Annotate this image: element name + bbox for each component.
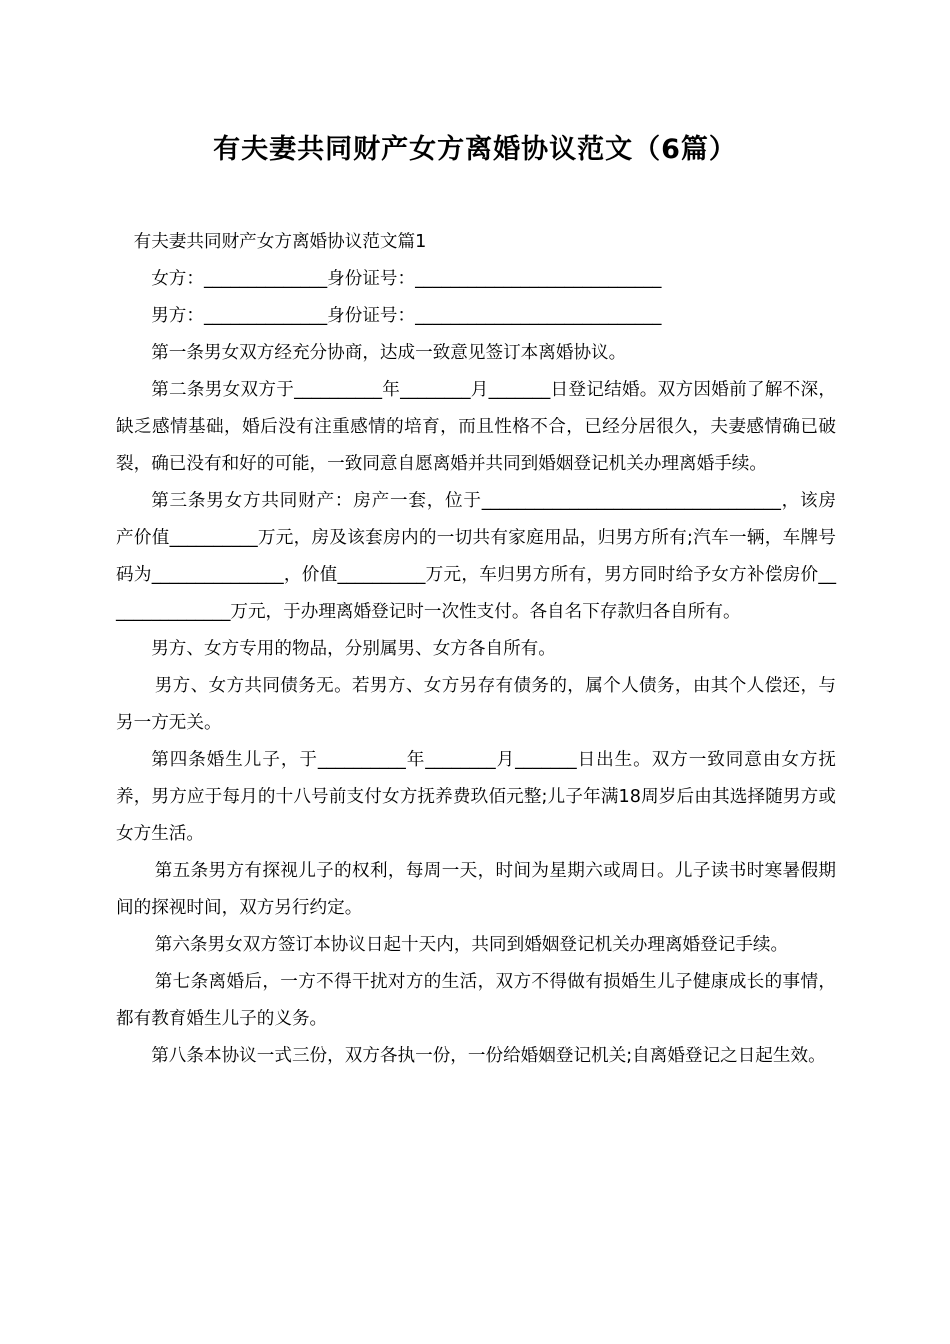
- debts-paragraph: 男方、女方共同债务无。若男方、女方另存有债务的，属个人债务，由其个人偿还，与另一方无关。: [116, 676, 836, 733]
- article-2: 第二条男女双方于__________年________月_______日登记结婚。双方因婚前了解不深，缺乏感情基础，婚后没有注重感情的培育，而且性格不合，已经分居很久，夫妻感情确已破裂，确已没有和好的可能，一致同意自愿离婚并共同到婚姻登记机关办理离婚手续。: [116, 380, 836, 474]
- article-5: 第五条男方有探视儿子的权利，每周一天，时间为星期六或周日。儿子读书时寒暑假期间的探视时间，双方另行约定。: [116, 861, 836, 918]
- article-7: 第七条离婚后，一方不得干扰对方的生活，双方不得做有损婚生儿子健康成长的事情，都有教育婚生儿子的义务。: [116, 972, 836, 1029]
- section-heading: 有夫妻共同财产女方离婚协议范文篇1: [133, 232, 427, 252]
- article-4: 第四条婚生儿子，于__________年________月_______日出生。双方一致同意由女方抚养，男方应于每月的十八号前支付女方抚养费玖佰元整;儿子年满18周岁后由其选择随男方或女方生活。: [116, 750, 836, 844]
- article-6: 第六条男女双方签订本协议日起十天内，共同到婚姻登记机关办理离婚登记手续。: [154, 935, 789, 955]
- document-body: [116, 224, 836, 1075]
- document-title: 有夫妻共同财产女方离婚协议范文（6篇）: [213, 134, 737, 165]
- personal-items-paragraph: 男方、女方专用的物品，分别属男、女方各自所有。: [151, 639, 556, 659]
- article-1: 第一条男女双方经充分协商，达成一致意见签订本离婚协议。: [151, 343, 627, 363]
- article-8: 第八条本协议一式三份，双方各执一份，一份给婚姻登记机关;自离婚登记之日起生效。: [151, 1046, 826, 1066]
- article-3: 第三条男女方共同财产：房产一套，位于__________________________________，该房产价值__________万元，房及该套房内的一切共有家庭用品，归男方所有;汽车一辆，车牌号码为_______________，价值__________万元，车归男方所有，男方同时给予女方补偿房价_______________万元，于办理离婚登记时一次性支付。各自名下存款归各自所有。: [116, 491, 836, 622]
- female-party-line: 女方：______________身份证号：____________________________: [151, 269, 662, 289]
- male-party-line: 男方：______________身份证号：____________________________: [151, 306, 662, 326]
